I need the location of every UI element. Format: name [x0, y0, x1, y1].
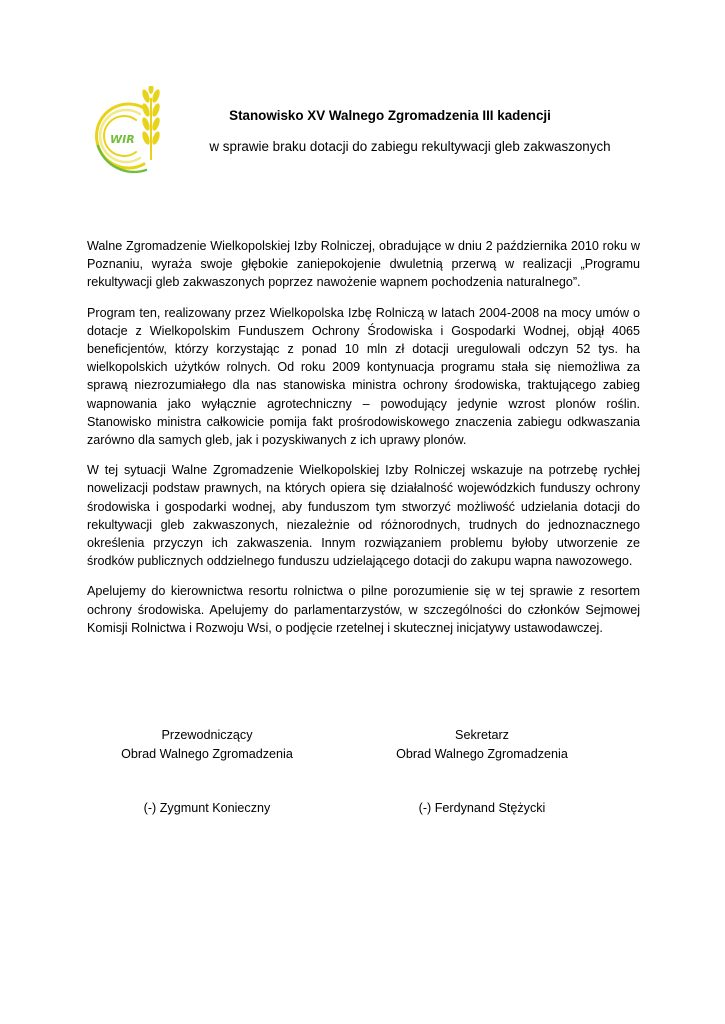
paragraph-3: W tej sytuacji Walne Zgromadzenie Wielkopolskiej Izby Rolniczej wskazuje na potrzebę rychłej nowelizacji podstaw prawnych, na których opiera się działalność wojewódzkich funduszy ochrony środowiska i gospodarki wodnej, aby funduszom tym stworzyć możliwość udzielania dotacji do rekultywacji gleb zakwaszonych, niezależnie od różnorodnych, trudnych do jednoznacznego określenia przyczyn ich zakwaszenia. Innym rozwiązaniem problemu byłoby utworzenie ze środków publicznych oddzielnego funduszu udzielającego dotacji do zakupu wapna nawozowego.: [87, 463, 640, 569]
signature-body: Obrad Walnego Zgromadzenia: [396, 747, 568, 761]
signature-role: Sekretarz: [455, 728, 509, 742]
svg-text:WIR: WIR: [110, 133, 135, 146]
signature-name: (-) Zygmunt Konieczny: [143, 801, 271, 815]
signature-body: Obrad Walnego Zgromadzenia: [121, 747, 293, 761]
signature-role: Przewodniczący: [161, 728, 253, 742]
signature-secretary: [362, 726, 602, 818]
signature-name: (-) Ferdynand Stężycki: [418, 801, 546, 815]
document-subtitle: w sprawie braku dotacji do zabiegu rekultywacji gleb zakwaszonych: [209, 139, 611, 154]
paragraph-4: Apelujemy do kierownictwa resortu rolnictwa o pilne porozumienie się w tej sprawie z resortem ochrony środowiska. Apelujemy do parlamentarzystów, w szczególności do członków Sejmowej Komisji Rolnictwa i Rozwoju Wsi, o podjęcie rzetelnej i skutecznej inicjatywy ustawodawczej.: [87, 584, 640, 635]
paragraph-1: Walne Zgromadzenie Wielkopolskiej Izby Rolniczej, obradujące w dniu 2 października 2010 roku w Poznaniu, wyraża swoje głębokie zaniepokojenie dwuletnią przerwą w realizacji „Programu rekultywacji gleb zakwaszonych poprzez nawożenie wapnem pochodzenia naturalnego”.: [87, 239, 640, 290]
wir-logo: [88, 86, 162, 176]
document-title: Stanowisko XV Walnego Zgromadzenia III kadencji: [229, 108, 551, 123]
document-body: [87, 237, 640, 649]
paragraph-2: Program ten, realizowany przez Wielkopolska Izbę Rolniczą w latach 2004-2008 na mocy umów o dotacje z Wielkopolskim Funduszem Ochrony Środowiska i Gospodarki Wodnej, objął 4065 beneficjentów, którzy korzystając z ponad 10 mln zł dotacji uregulowali odczyn 52 tys. ha wielkopolskich użytków rolnych. Od roku 2009 kontynuacja programu stała się niemożliwa za sprawą niezrozumiałego dla nas stanowiska ministra ochrony środowiska, traktującego zabieg wapnowania jako wyłącznie agrotechniczny – powodujący jedynie wzrost plonów roślin. Stanowisko ministra całkowicie pomija fakt prośrodowiskowego znaczenia zabiegu odkwaszania zarówno dla samych gleb, jak i pozyskiwanych z ich uprawy plonów.: [87, 305, 640, 448]
signature-chairman: [87, 726, 327, 818]
